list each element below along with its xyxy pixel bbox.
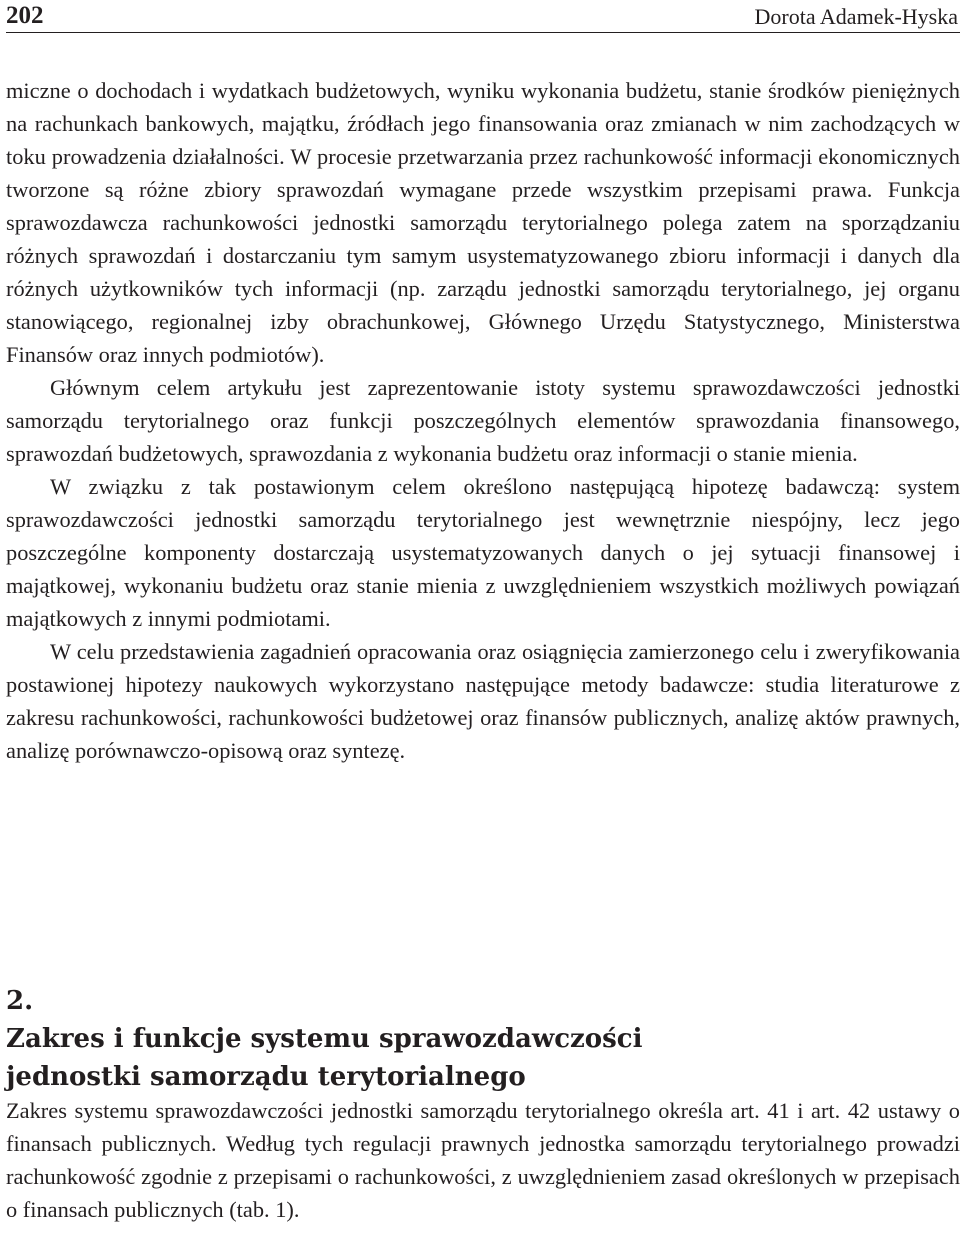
paragraph-scope: Zakres systemu sprawozdawczości jednostki samorządu terytorialnego określa art. 41 i art. 42 ustawy o finansach publicznych. Według tych regulacji prawnych jednostka samorządu terytorialnego prowadzi rachunkowość zgodnie z przepisami o rachunkowości, z uwzględnieniem zasad określonych w przepisach o finansach publicznych (tab. 1). [6, 1098, 960, 1222]
running-header [6, 0, 960, 33]
running-author: Dorota Adamek-Hyska [754, 4, 958, 29]
body-text-section [6, 1094, 960, 1226]
paragraph-aim: Głównym celem artykułu jest zaprezentowanie istoty systemu sprawozdawczości jednostki samorządu terytorialnego oraz funkcji poszczególnych elementów sprawozdania finansowego, sprawozdań budżetowych, sprawozdania z wykonania budżetu oraz informacji o stanie mienia. [6, 375, 960, 466]
paragraph-continuation: miczne o dochodach i wydatkach budżetowych, wyniku wykonania budżetu, stanie środków pieniężnych na rachunkach bankowych, majątku, źródłach jego finansowania oraz zmianach w nim zachodzących w toku prowadzenia działalności. W procesie przetwarzania przez rachunkowość informacji ekonomicznych tworzone są różne zbiory sprawozdań wymagane przede wszystkim przepisami prawa. Funkcja sprawozdawcza rachunkowości jednostki samorządu terytorialnego polega zatem na sporządzaniu różnych sprawozdań i dostarczaniu tym samym usystematyzowanego zbioru informacji i danych dla różnych użytkowników tych informacji (np. zarządu jednostki samorządu terytorialnego, jej organu stanowiącego, regionalnej izby obrachunkowej, Głównego Urzędu Statystycznego, Ministerstwa Finansów oraz innych podmiotów). [6, 78, 960, 367]
section-title-line-1: Zakres i funkcje systemu sprawozdawczości [6, 1024, 643, 1054]
section-number: 2. [6, 986, 34, 1016]
section-heading [6, 982, 926, 1096]
paragraph-hypothesis: W związku z tak postawionym celem określono następującą hipotezę badawczą: system sprawozdawczości jednostki samorządu terytorialnego jest wewnętrznie niespójny, lecz jego poszczególne komponenty dostarczają usystematyzowanych danych o jej sytuacji finansowej i majątkowej, wykonaniu budżetu oraz stanie mienia z uwzględnieniem wszystkich możliwych powiązań majątkowych z innymi podmiotami. [6, 474, 960, 631]
section-title-line-2: jednostki samorządu terytorialnego [6, 1062, 526, 1092]
body-text-upper [6, 74, 960, 767]
page-number: 202 [6, 2, 44, 29]
paragraph-methods: W celu przedstawienia zagadnień opracowania oraz osiągnięcia zamierzonego celu i zweryfikowania postawionej hipotezy naukowych wykorzystano następujące metody badawcze: studia literaturowe z zakresu rachunkowości, rachunkowości budżetowej oraz finansów publicznych, analizę aktów prawnych, analizę porównawczo-opisową oraz syntezę. [6, 639, 960, 763]
